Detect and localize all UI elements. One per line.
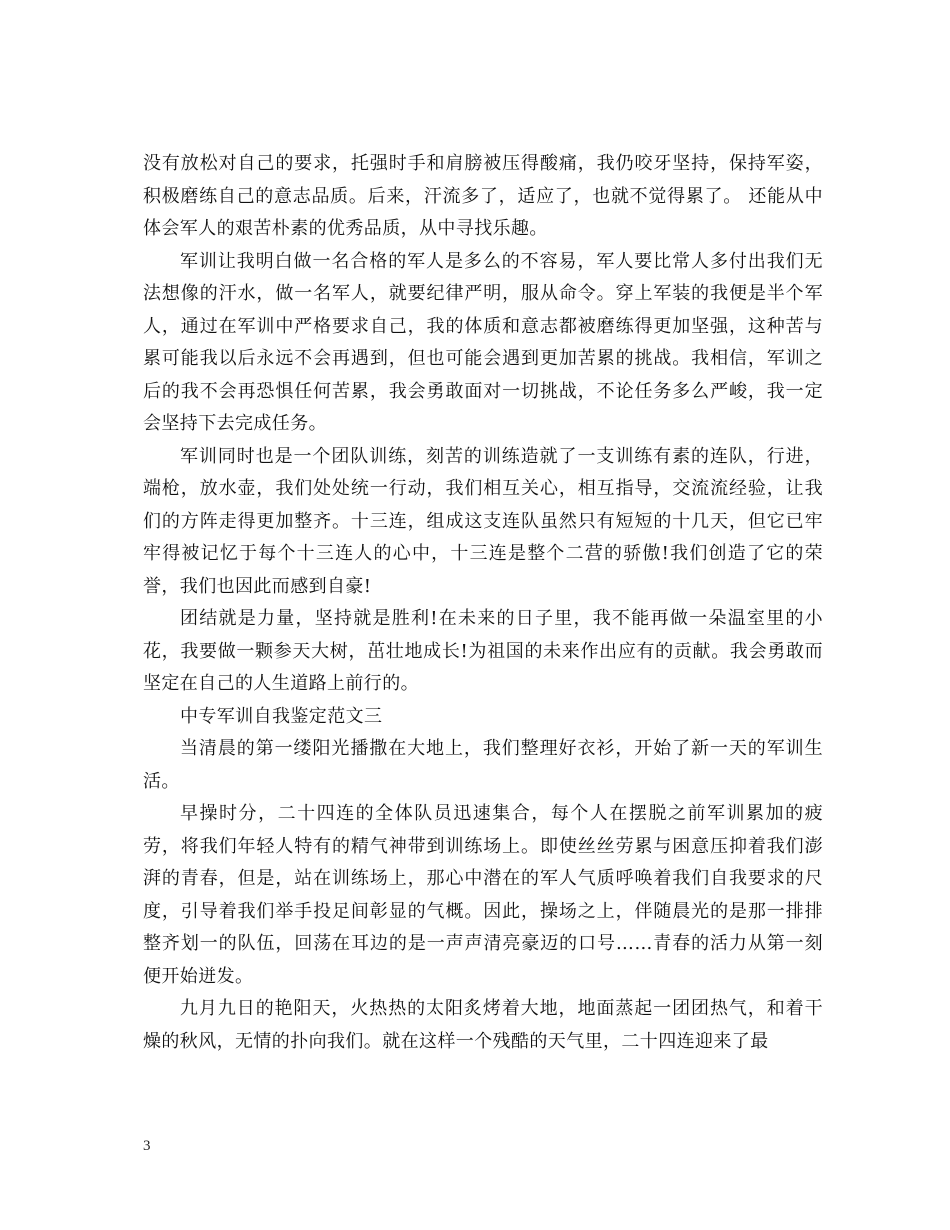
paragraph-4: 团结就是力量，坚持就是胜利!在未来的日子里，我不能再做一朵温室里的小花，我要做一颗参天大树，茁壮地成长!为祖国的未来作出应有的贡献。我会勇敢而坚定在自己的人生道路上前行的。 [143,608,823,694]
paragraph-5: 当清晨的第一缕阳光播撒在大地上，我们整理好衣衫，开始了新一天的军训生活。 [143,738,823,792]
paragraph-3: 军训同时也是一个团队训练，刻苦的训练造就了一支训练有素的连队，行进，端枪，放水壶，我们处处统一行动，我们相互关心，相互指导，交流流经验，让我们的方阵走得更加整齐。十三连，组成这支连队虽然只有短短的十几天，但它已牢牢得被记忆于每个十三连人的心中，十三连是整个二营的骄傲!我们创造了它的荣誉，我们也因此而感到自豪! [143,445,823,597]
paragraph-2: 军训让我明白做一名合格的军人是多么的不容易，军人要比常人多付出我们无法想像的汗水，做一名军人，就要纪律严明，服从命令。穿上军装的我便是半个军人，通过在军训中严格要求自己，我的体质和意志都被磨练得更加坚强，这种苦与累可能我以后永远不会再遇到，但也可能会遇到更加苦累的挑战。我相信，军训之后的我不会再恐惧任何苦累，我会勇敢面对一切挑战，不论任务多么严峻，我一定会坚持下去完成任务。 [143,250,823,434]
document-body [143,148,823,1058]
section-heading: 中专军训自我鉴定范文三 [180,705,383,727]
page-number: 3 [143,1138,151,1154]
paragraph-1: 没有放松对自己的要求，托强时手和肩膀被压得酸痛，我仍咬牙坚持，保持军姿，积极磨练自己的意志品质。后来，汗流多了，适应了，也就不觉得累了。 还能从中体会军人的艰苦朴素的优秀品质，从中寻找乐趣。 [143,153,823,239]
paragraph-7: 九月九日的艳阳天，火热热的太阳炙烤着大地，地面蒸起一团团热气，和着干燥的秋风，无情的扑向我们。就在这样一个残酷的天气里，二十四连迎来了最 [143,998,823,1052]
paragraph-6: 早操时分，二十四连的全体队员迅速集合，每个人在摆脱之前军训累加的疲劳，将我们年轻人特有的精气神带到训练场上。即使丝丝劳累与困意压抑着我们澎湃的青春，但是，站在训练场上，那心中潜在的军人气质呼唤着我们自我要求的尺度，引导着我们举手投足间彰显的气概。因此，操场之上，伴随晨光的是那一排排整齐划一的队伍，回荡在耳边的是一声声清亮豪迈的口号……青春的活力从第一刻便开始迸发。 [143,803,823,987]
